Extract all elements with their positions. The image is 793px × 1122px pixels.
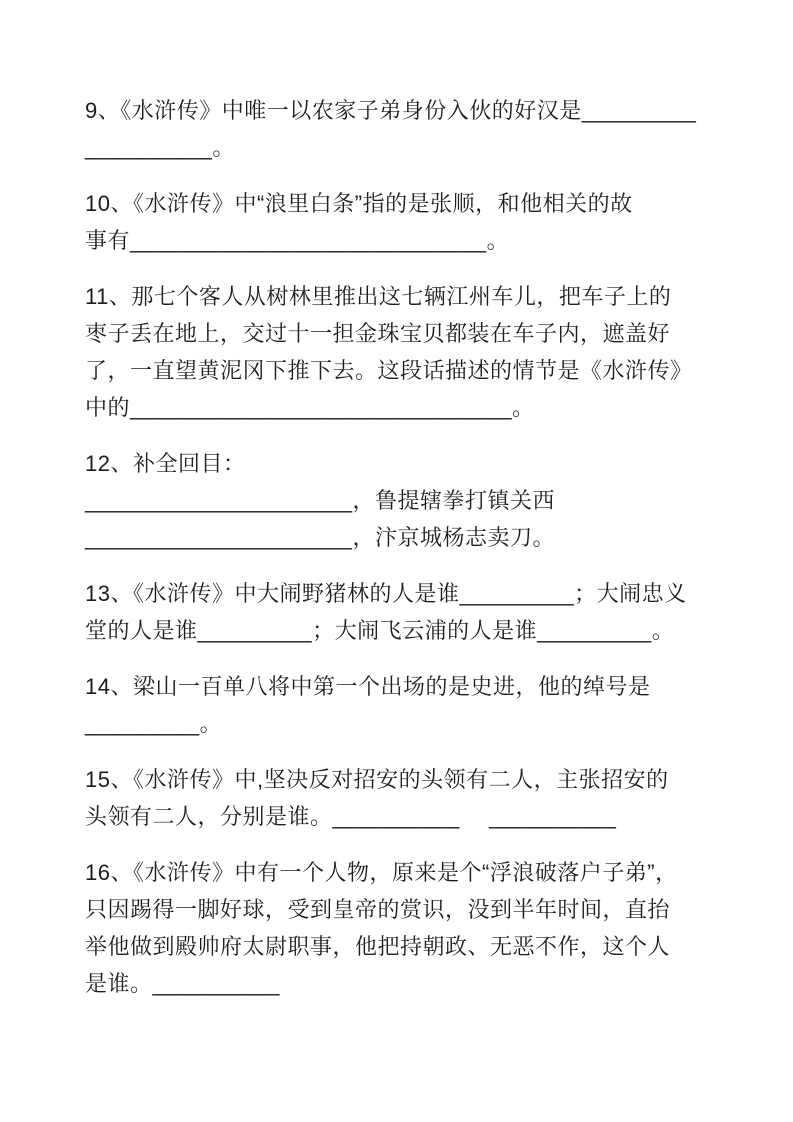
text-line: _____________________，汴京城杨志卖刀。: [85, 525, 555, 550]
question-15: [85, 761, 715, 835]
text-line: 枣子丢在地上，交过十一担金珠宝贝都装在车子内，遮盖好: [85, 321, 671, 346]
text-line: 了，一直望黄泥冈下推下去。这段话描述的情节是《水浒传》: [85, 358, 693, 383]
text-line: 10、《水浒传》中“浪里白条”指的是张顺，和他相关的故: [85, 191, 633, 216]
text-line: 9、《水浒传》中唯一以农家子弟身份入伙的好汉是_________: [85, 98, 697, 123]
text-line: 是谁。__________: [85, 971, 280, 996]
text-line: _____________________，鲁提辖拳打镇关西: [85, 488, 555, 513]
question-11: [85, 278, 715, 426]
text-line: 12、补全回目：: [85, 451, 246, 476]
question-13: [85, 575, 715, 649]
question-9: [85, 92, 715, 166]
question-12: [85, 445, 715, 556]
text-line: 事有____________________________。: [85, 228, 510, 253]
text-line: _________。: [85, 711, 223, 736]
text-line: 头领有二人，分别是谁。__________ __________: [85, 804, 617, 829]
text-line: 堂的人是谁_________；大闹飞云浦的人是谁_________。: [85, 618, 675, 643]
text-line: 11、那七个客人从树林里推出这七辆江州车儿，把车子上的: [85, 284, 672, 309]
text-line: 15、《水浒传》中,坚决反对招安的头领有二人，主张招安的: [85, 767, 669, 792]
text-line: 16、《水浒传》中有一个人物，原来是个“浮浪破落户子弟”，: [85, 860, 678, 885]
question-16: [85, 854, 715, 1002]
text-line: __________。: [85, 135, 235, 160]
question-14: [85, 668, 715, 742]
text-line: 13、《水浒传》中大闹野猪林的人是谁_________；大闹忠义: [85, 581, 687, 606]
text-line: 只因踢得一脚好球，受到皇帝的赏识，没到半年时间，直抬: [85, 897, 671, 922]
text-line: 举他做到殿帅府太尉职事，他把持朝政、无恶不作，这个人: [85, 934, 671, 959]
text-line: 14、梁山一百单八将中第一个出场的是史进，他的绰号是: [85, 674, 651, 699]
question-10: [85, 185, 715, 259]
text-line: 中的______________________________。: [85, 395, 535, 420]
